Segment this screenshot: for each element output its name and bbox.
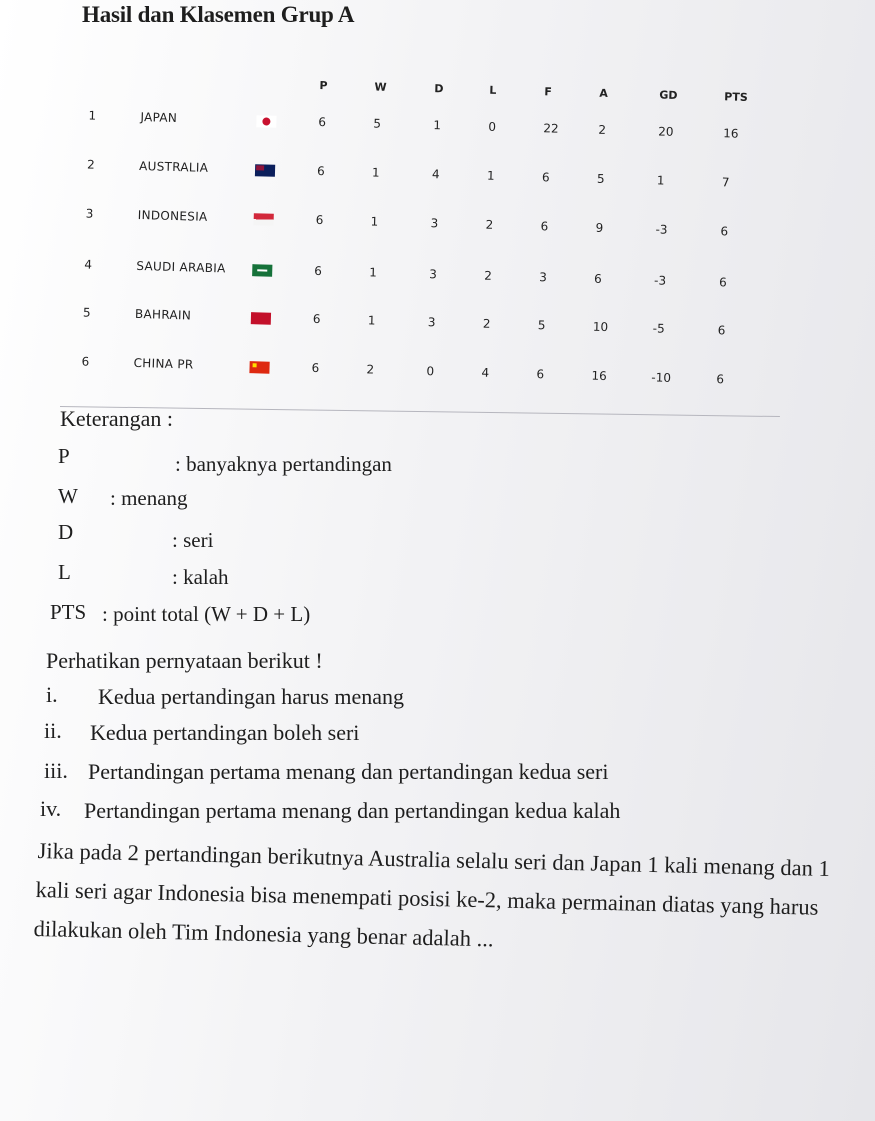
stat-f: 5 <box>537 318 546 333</box>
stat-gd: 1 <box>656 173 665 188</box>
stat-w: 1 <box>370 214 379 229</box>
team-name: AUSTRALIA <box>138 158 209 175</box>
stat-l: 2 <box>482 316 491 331</box>
stat-l: 0 <box>488 119 497 134</box>
stat-d: 3 <box>427 315 436 330</box>
stat-d: 0 <box>426 364 435 379</box>
stat-w: 2 <box>366 362 375 377</box>
legend-key-l: L <box>58 560 71 584</box>
stat-d: 3 <box>429 267 438 282</box>
team-name: SAUDI ARABIA <box>136 258 226 276</box>
question-body-line: Jika pada 2 pertandingan berikutnya Australia selalu seri dan Japan 1 kali menang dan 1 <box>37 838 831 881</box>
stat-pts: 6 <box>720 224 729 239</box>
bahrain-flag-icon <box>251 312 271 325</box>
legend-key-d: D <box>58 520 74 544</box>
statement-text: Kedua pertandingan boleh seri <box>90 720 360 745</box>
statement-text: Pertandingan pertama menang dan pertandingan kedua seri <box>88 759 609 784</box>
japan-flag-icon <box>256 115 276 128</box>
row-position: 5 <box>82 305 91 320</box>
stat-w: 1 <box>367 313 376 328</box>
stat-gd: -3 <box>653 273 667 288</box>
table-row <box>62 305 768 355</box>
row-position: 1 <box>88 108 97 123</box>
legend-desc-w: : menang <box>110 486 188 510</box>
australia-flag-icon <box>255 164 275 177</box>
header-l: L <box>489 83 497 97</box>
row-position: 6 <box>81 354 90 369</box>
stat-a: 6 <box>593 271 602 286</box>
question-prompt: Perhatikan pernyataan berikut ! <box>46 648 323 673</box>
stat-a: 10 <box>592 319 609 335</box>
row-position: 3 <box>85 206 94 221</box>
question-body-line: kali seri agar Indonesia bisa menempati posisi ke-2, maka permainan diatas yang harus <box>35 877 819 920</box>
legend-heading: Keterangan : <box>60 406 173 431</box>
page-title: Hasil dan Klasemen Grup A <box>82 2 355 27</box>
stat-gd: -3 <box>655 222 668 237</box>
statement-number: iii. <box>44 758 68 783</box>
stat-p: 6 <box>312 311 321 327</box>
stat-d: 4 <box>431 167 440 182</box>
table-row <box>67 157 773 207</box>
row-position: 2 <box>86 157 95 172</box>
stat-p: 6 <box>318 114 327 130</box>
header-pts: PTS <box>724 90 748 104</box>
standings-table <box>60 62 774 427</box>
stat-gd: -5 <box>652 321 665 336</box>
stat-f: 22 <box>543 121 559 136</box>
row-position: 4 <box>84 257 93 272</box>
stat-pts: 6 <box>716 372 725 387</box>
legend-desc-pts: : point total (W + D + L) <box>102 602 311 626</box>
legend-key-w: W <box>58 484 78 508</box>
stat-w: 1 <box>371 165 380 180</box>
stat-gd: -10 <box>651 370 672 385</box>
stat-pts: 7 <box>721 175 730 190</box>
legend-desc-l: : kalah <box>172 565 229 589</box>
team-name: BAHRAIN <box>134 306 192 323</box>
stat-f: 3 <box>538 270 548 285</box>
team-name: JAPAN <box>140 109 178 126</box>
stat-a: 9 <box>595 220 604 235</box>
table-row <box>68 108 774 158</box>
stat-pts: 6 <box>718 275 727 290</box>
legend-key-pts: PTS <box>50 600 87 624</box>
stat-f: 6 <box>536 367 545 382</box>
stat-w: 1 <box>369 265 378 280</box>
stat-a: 2 <box>598 122 607 137</box>
table-row <box>65 206 771 256</box>
header-a: A <box>599 86 609 101</box>
legend-key-p: P <box>58 444 70 468</box>
stat-l: 4 <box>481 365 490 380</box>
team-name: CHINA PR <box>133 355 194 372</box>
header-gd: GD <box>659 88 678 102</box>
table-row <box>64 257 770 307</box>
stat-d: 1 <box>433 118 442 133</box>
stat-pts: 16 <box>723 126 739 141</box>
stat-gd: 20 <box>658 124 674 139</box>
legend-desc-p: : banyaknya pertandingan <box>175 452 392 476</box>
stat-l: 2 <box>484 268 493 283</box>
question-body-line: dilakukan oleh Tim Indonesia yang benar adalah ... <box>33 916 494 952</box>
saudi-arabia-flag-icon <box>252 264 272 277</box>
stat-a: 5 <box>596 171 605 186</box>
header-f: F <box>544 85 553 99</box>
legend-desc-d: : seri <box>172 528 214 552</box>
statement-number: iv. <box>40 796 62 821</box>
table-row <box>61 354 767 404</box>
statement-text: Pertandingan pertama menang dan pertandingan kedua kalah <box>84 798 621 823</box>
stat-pts: 6 <box>717 323 726 338</box>
stat-p: 6 <box>315 212 324 228</box>
stat-a: 16 <box>591 368 607 384</box>
stat-p: 6 <box>311 360 320 376</box>
indonesia-flag-icon <box>254 213 274 226</box>
stat-f: 6 <box>540 219 549 234</box>
header-w: W <box>374 80 387 94</box>
stat-l: 2 <box>485 217 494 232</box>
china-flag-icon <box>249 361 269 374</box>
statement-number: i. <box>46 682 58 707</box>
stat-f: 6 <box>541 170 550 185</box>
header-p: P <box>319 78 328 93</box>
statement-text: Kedua pertandingan harus menang <box>98 684 405 709</box>
stat-p: 6 <box>316 163 325 179</box>
statement-number: ii. <box>44 718 62 743</box>
header-d: D <box>434 82 444 96</box>
stat-l: 1 <box>486 168 495 183</box>
team-name: INDONESIA <box>137 207 208 224</box>
stat-d: 3 <box>430 216 439 231</box>
stat-p: 6 <box>314 263 323 279</box>
stat-w: 5 <box>373 116 382 131</box>
